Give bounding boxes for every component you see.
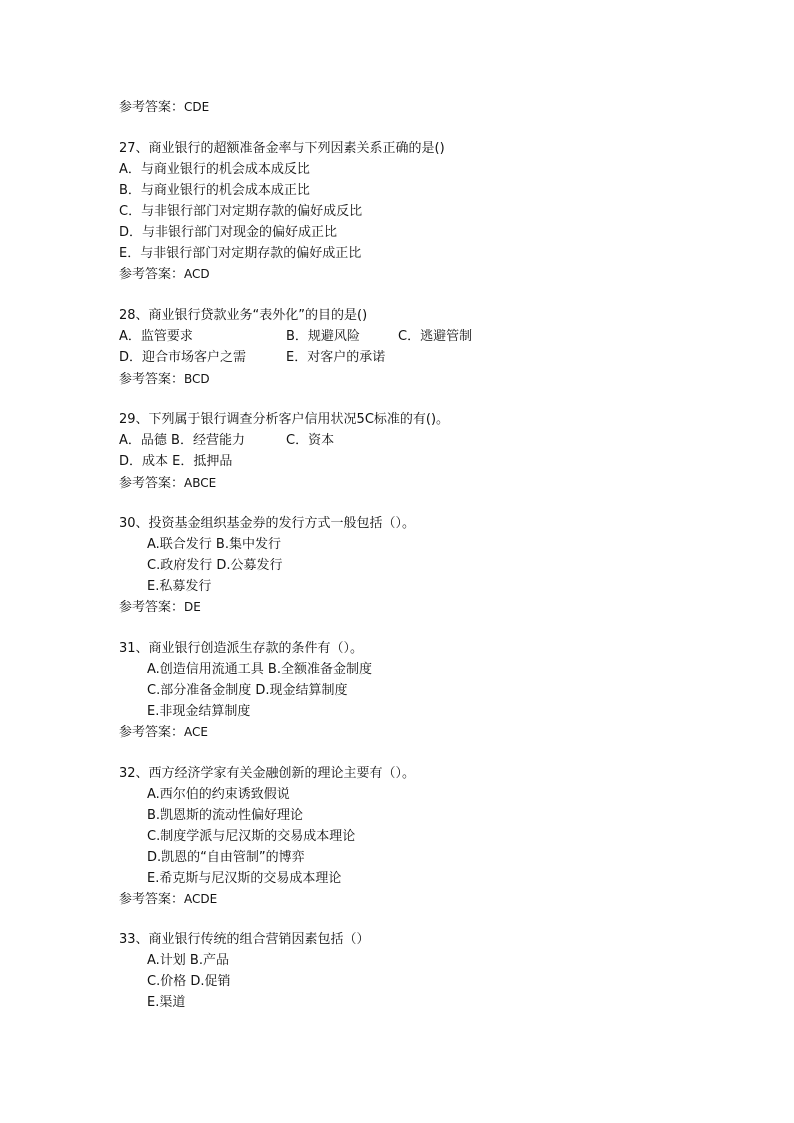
question-31: 31、商业银行创造派生存款的条件有（）。 <box>119 641 364 656</box>
answer-line-31 <box>119 722 208 743</box>
option-31-cd: C.部分准备金制度 D.现金结算制度 <box>147 683 348 698</box>
question-32: 32、西方经济学家有关金融创新的理论主要有（）。 <box>119 766 416 781</box>
option-27-a: A．与商业银行的机会成本成反比 <box>119 162 310 177</box>
answer-label: 参考答案： <box>119 725 185 740</box>
answer-value: ABCE <box>184 476 217 490</box>
answer-label: 参考答案： <box>119 372 185 387</box>
answer-label: 参考答案： <box>119 600 185 615</box>
option-32-c: C.制度学派与尼汉斯的交易成本理论 <box>147 829 356 844</box>
option-32-b: B.凯恩斯的流动性偏好理论 <box>147 808 304 823</box>
answer-line-26 <box>119 97 209 118</box>
answer-label: 参考答案： <box>119 892 185 907</box>
option-29-de: D．成本 E．抵押品 <box>119 454 233 469</box>
option-28-b: B．规避风险 <box>286 329 360 344</box>
answer-value: ACD <box>184 267 210 281</box>
answer-value: DE <box>184 600 201 614</box>
answer-line-30 <box>119 597 201 618</box>
option-28-a: A．监管要求 <box>119 329 193 344</box>
option-29-c: C．资本 <box>286 433 335 448</box>
question-28: 28、商业银行贷款业务“表外化”的目的是() <box>119 308 368 323</box>
option-32-e: E.希克斯与尼汉斯的交易成本理论 <box>147 871 342 886</box>
option-32-a: A.西尔伯的约束诱致假说 <box>147 787 290 802</box>
option-30-ab: A.联合发行 B.集中发行 <box>147 537 281 552</box>
option-33-cd: C.价格 D.促销 <box>147 974 231 989</box>
option-32-d: D.凯恩的“自由管制”的博弈 <box>147 850 305 865</box>
option-33-ab: A.计划 B.产品 <box>147 953 229 968</box>
question-33: 33、商业银行传统的组合营销因素包括（） <box>119 932 370 947</box>
answer-line-28 <box>119 369 210 390</box>
answer-line-27 <box>119 264 210 285</box>
answer-label: 参考答案： <box>119 476 185 491</box>
option-33-e: E.渠道 <box>147 995 186 1010</box>
option-27-c: C．与非银行部门对定期存款的偏好成反比 <box>119 204 363 219</box>
option-31-e: E.非现金结算制度 <box>147 704 251 719</box>
answer-value: ACDE <box>184 892 218 906</box>
answer-value: CDE <box>184 100 210 114</box>
answer-line-32 <box>119 889 217 910</box>
question-29: 29、下列属于银行调查分析客户信用状况5C标准的有()。 <box>119 412 450 427</box>
answer-line-29 <box>119 473 216 494</box>
option-29-ab: A．品德 B．经营能力 <box>119 433 245 448</box>
answer-label: 参考答案： <box>119 267 185 282</box>
option-31-ab: A.创造信用流通工具 B.全额准备金制度 <box>147 662 372 677</box>
answer-value: BCD <box>184 372 210 386</box>
option-27-d: D．与非银行部门对现金的偏好成正比 <box>119 225 338 240</box>
question-30: 30、投资基金组织基金券的发行方式一般包括（）。 <box>119 516 416 531</box>
option-30-cd: C.政府发行 D.公募发行 <box>147 558 283 573</box>
answer-label: 参考答案： <box>119 100 185 115</box>
option-27-b: B．与商业银行的机会成本成正比 <box>119 183 310 198</box>
option-28-c: C．逃避管制 <box>398 329 473 344</box>
answer-value: ACE <box>184 725 208 739</box>
option-28-e: E．对客户的承诺 <box>286 350 386 365</box>
option-28-d: D．迎合市场客户之需 <box>119 350 247 365</box>
question-27: 27、商业银行的超额准备金率与下列因素关系正确的是() <box>119 141 445 156</box>
option-30-e: E.私募发行 <box>147 579 212 594</box>
option-27-e: E．与非银行部门对定期存款的偏好成正比 <box>119 246 362 261</box>
